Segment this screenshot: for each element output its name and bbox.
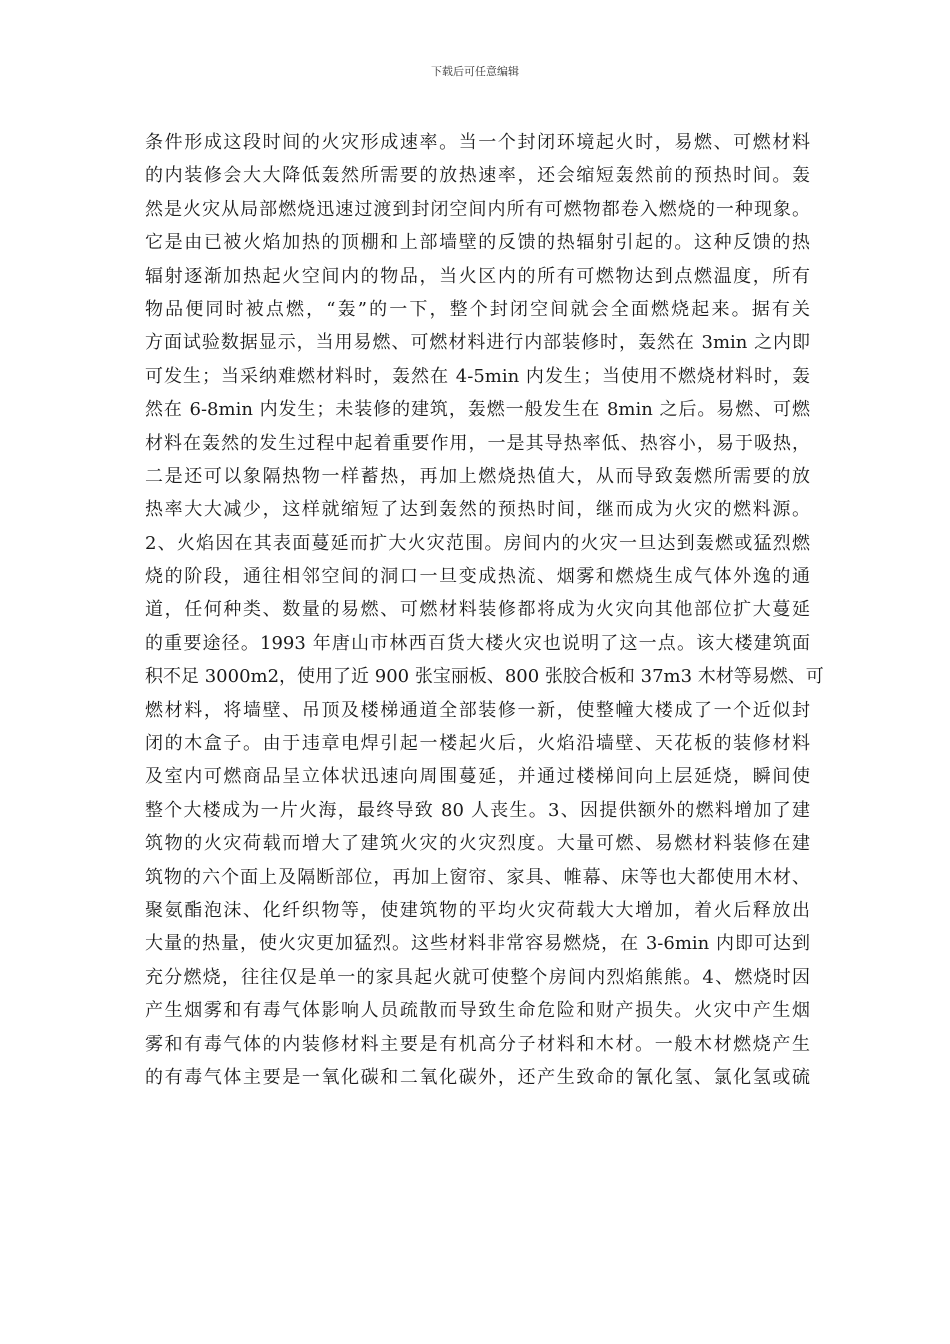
text-line: 的重要途径。1993 年唐山市林西百货大楼火灾也说明了这一点。该大楼建筑面: [145, 632, 810, 654]
text-line: 物品便同时被点燃，“轰”的一下，整个封闭空间就会全面燃烧起来。据有关: [145, 298, 810, 320]
text-line: 雾和有毒气体的内装修材料主要是有机高分子材料和木材。一般木材燃烧产生: [145, 1033, 810, 1055]
body-text: [145, 126, 824, 1094]
text-line: 筑物的六个面上及隔断部位，再加上窗帘、家具、帷幕、床等也大都使用木材、: [145, 866, 810, 888]
text-line: 二是还可以象隔热物一样蓄热，再加上燃烧热值大，从而导致轰燃所需要的放: [145, 465, 810, 487]
text-line: 烧的阶段，通往相邻空间的洞口一旦变成热流、烟雾和燃烧生成气体外逸的通: [145, 566, 810, 588]
text-line: 产生烟雾和有毒气体影响人员疏散而导致生命危险和财产损失。火灾中产生烟: [145, 1000, 810, 1022]
text-line: 大量的热量，使火灾更加猛烈。这些材料非常容易燃烧，在 3-6min 内即可达到: [145, 933, 810, 955]
text-line: 闭的木盒子。由于违章电焊引起一楼起火后，火焰沿墙壁、天花板的装修材料: [145, 733, 810, 755]
text-line: 道，任何种类、数量的易燃、可燃材料装修都将成为火灾向其他部位扩大蔓延: [145, 599, 810, 621]
text-line: 燃材料，将墙壁、吊顶及楼梯通道全部装修一新，使整幢大楼成了一个近似封: [145, 699, 810, 721]
page-header: 下载后可任意编辑: [431, 65, 519, 78]
text-line: 方面试验数据显示，当用易燃、可燃材料进行内部装修时，轰然在 3min 之内即: [145, 332, 810, 354]
text-line: 聚氨酯泡沫、化纤织物等，使建筑物的平均火灾荷载大大增加，着火后释放出: [145, 899, 810, 921]
text-line: 及室内可燃商品呈立体状迅速向周围蔓延，并通过楼梯间向上层延烧，瞬间使: [145, 766, 810, 788]
text-line: 筑物的火灾荷载而增大了建筑火灾的火灾烈度。大量可燃、易燃材料装修在建: [145, 833, 810, 855]
text-line: 的内装修会大大降低轰然所需要的放热速率，还会缩短轰然前的预热时间。轰: [145, 165, 810, 187]
text-line: 可发生；当采纳难燃材料时，轰然在 4-5min 内发生；当使用不燃烧材料时，轰: [145, 365, 810, 387]
text-line: 条件形成这段时间的火灾形成速率。当一个封闭环境起火时，易燃、可燃材料: [145, 132, 810, 153]
text-line: 整个大楼成为一片火海，最终导致 80 人丧生。3、因提供额外的燃料增加了建: [145, 799, 810, 821]
text-line: 的有毒气体主要是一氧化碳和二氧化碳外，还产生致命的氰化氢、氯化氢或硫: [145, 1066, 810, 1088]
text-line: 热率大大减少，这样就缩短了达到轰然的预热时间，继而成为火灾的燃料源。: [145, 499, 810, 521]
text-line: 它是由已被火焰加热的顶棚和上部墙壁的反馈的热辐射引起的。这种反馈的热: [145, 232, 810, 254]
text-line: 充分燃烧，往往仅是单一的家具起火就可使整个房间内烈焰熊熊。4、燃烧时因: [145, 966, 810, 988]
text-line: 然在 6-8min 内发生；未装修的建筑，轰燃一般发生在 8min 之后。易燃、可燃: [145, 399, 810, 421]
text-line: 然是火灾从局部燃烧迅速过渡到封闭空间内所有可燃物都卷入燃烧的一种现象。: [145, 198, 810, 220]
text-line: 2、火焰因在其表面蔓延而扩大火灾范围。房间内的火灾一旦达到轰燃或猛烈燃: [145, 532, 810, 554]
text-line: 材料在轰然的发生过程中起着重要作用，一是其导热率低、热容小，易于吸热，: [145, 432, 810, 454]
text-line: 辐射逐渐加热起火空间内的物品，当火区内的所有可燃物达到点燃温度，所有: [145, 265, 810, 287]
text-line: 积不足 3000m2，使用了近 900 张宝丽板、800 张胶合板和 37m3 木材等易燃、可: [145, 666, 824, 688]
